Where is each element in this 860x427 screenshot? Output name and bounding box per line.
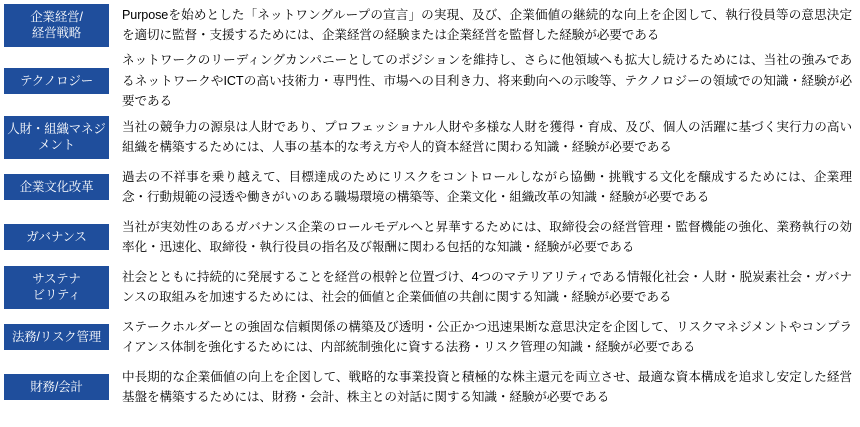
row-label-container bbox=[0, 312, 112, 362]
row-label: 法務/リスク管理 bbox=[4, 324, 109, 351]
row-label: テクノロジー bbox=[4, 68, 109, 95]
row-description: 当社が実効性のあるガバナンス企業のロールモデルへと昇華するためには、取締役会の経営管理・監督機能の強化、業務執行の効率化・迅速化、取締役・執行役員の指名及び報酬に関わる包括的な知識・経験が必要である bbox=[122, 219, 852, 254]
row-label: 人財・組織マネジメント bbox=[4, 116, 109, 159]
row-label-container bbox=[0, 50, 112, 112]
row-description: ネットワークのリーディングカンパニーとしてのポジションを維持し、さらに他領域へも拡大し続けるためには、当社の強みであるネットワークやICTの高い技術力・専門性、市場への目利き力、将来動向への示唆等、テクノロジーの領域での知識・経験が必要である bbox=[122, 53, 852, 109]
row-label: サステナ ビリティ bbox=[4, 266, 109, 309]
row-description: 過去の不祥事を乗り越えて、目標達成のためにリスクをコントロールしながら協働・挑戦する文化を醸成するためには、企業理念・行動規範の浸透や働きがいのある職場環境の構築等、企業文化・組織改革の知識・経験が必要である bbox=[122, 169, 852, 204]
row-description: 社会とともに持続的に発展することを経営の根幹と位置づけ、4つのマテリアリティである情報化社会・人財・脱炭素社会・ガバナンスの取組みを加速するためには、社会的価値と企業価値の共創に関する知識・経験が必要である bbox=[122, 269, 852, 304]
row-label-container bbox=[0, 0, 112, 50]
row-description: ステークホルダーとの強固な信頼関係の構築及び透明・公正かつ迅速果断な意思決定を企図して、リスクマネジメントやコンプライアンス体制を強化するためには、内部統制強化に資する法務・リスク管理の知識・経験が必要である bbox=[122, 319, 852, 354]
row-label: 企業経営/ 経営戦略 bbox=[4, 4, 109, 47]
table-row bbox=[0, 162, 860, 212]
table-row bbox=[0, 212, 860, 262]
table-row bbox=[0, 50, 860, 112]
table-row bbox=[0, 112, 860, 162]
row-label-container bbox=[0, 362, 112, 412]
table-row bbox=[0, 0, 860, 50]
table-row bbox=[0, 362, 860, 412]
row-description: 中長期的な企業価値の向上を企図して、戦略的な事業投資と積極的な株主還元を両立させ、最適な資本構成を追求し安定した経営基盤を構築するためには、財務・会計、株主との対話に関する知識・経験が必要である bbox=[122, 369, 852, 404]
row-label-container bbox=[0, 262, 112, 312]
table-row bbox=[0, 312, 860, 362]
row-label: 財務/会計 bbox=[4, 374, 109, 401]
row-label-container bbox=[0, 112, 112, 162]
table-row bbox=[0, 262, 860, 312]
row-label: ガバナンス bbox=[4, 224, 109, 251]
row-label-container bbox=[0, 162, 112, 212]
row-label: 企業文化改革 bbox=[4, 174, 109, 201]
row-description: 当社の競争力の源泉は人財であり、プロフェッショナル人財や多様な人財を獲得・育成、及び、個人の活躍に基づく実行力の高い組織を構築するためには、人事の基本的な考え方や人的資本経営に関わる知識・経験が必要である bbox=[122, 119, 852, 154]
row-description: Purposeを始めとした「ネットワングループの宣言」の実現、及び、企業価値の継続的な向上を企図して、執行役員等の意思決定を適切に監督・支援するためには、企業経営の経験または企業経営を監督した経験が必要である bbox=[122, 7, 852, 42]
row-label-container bbox=[0, 212, 112, 262]
